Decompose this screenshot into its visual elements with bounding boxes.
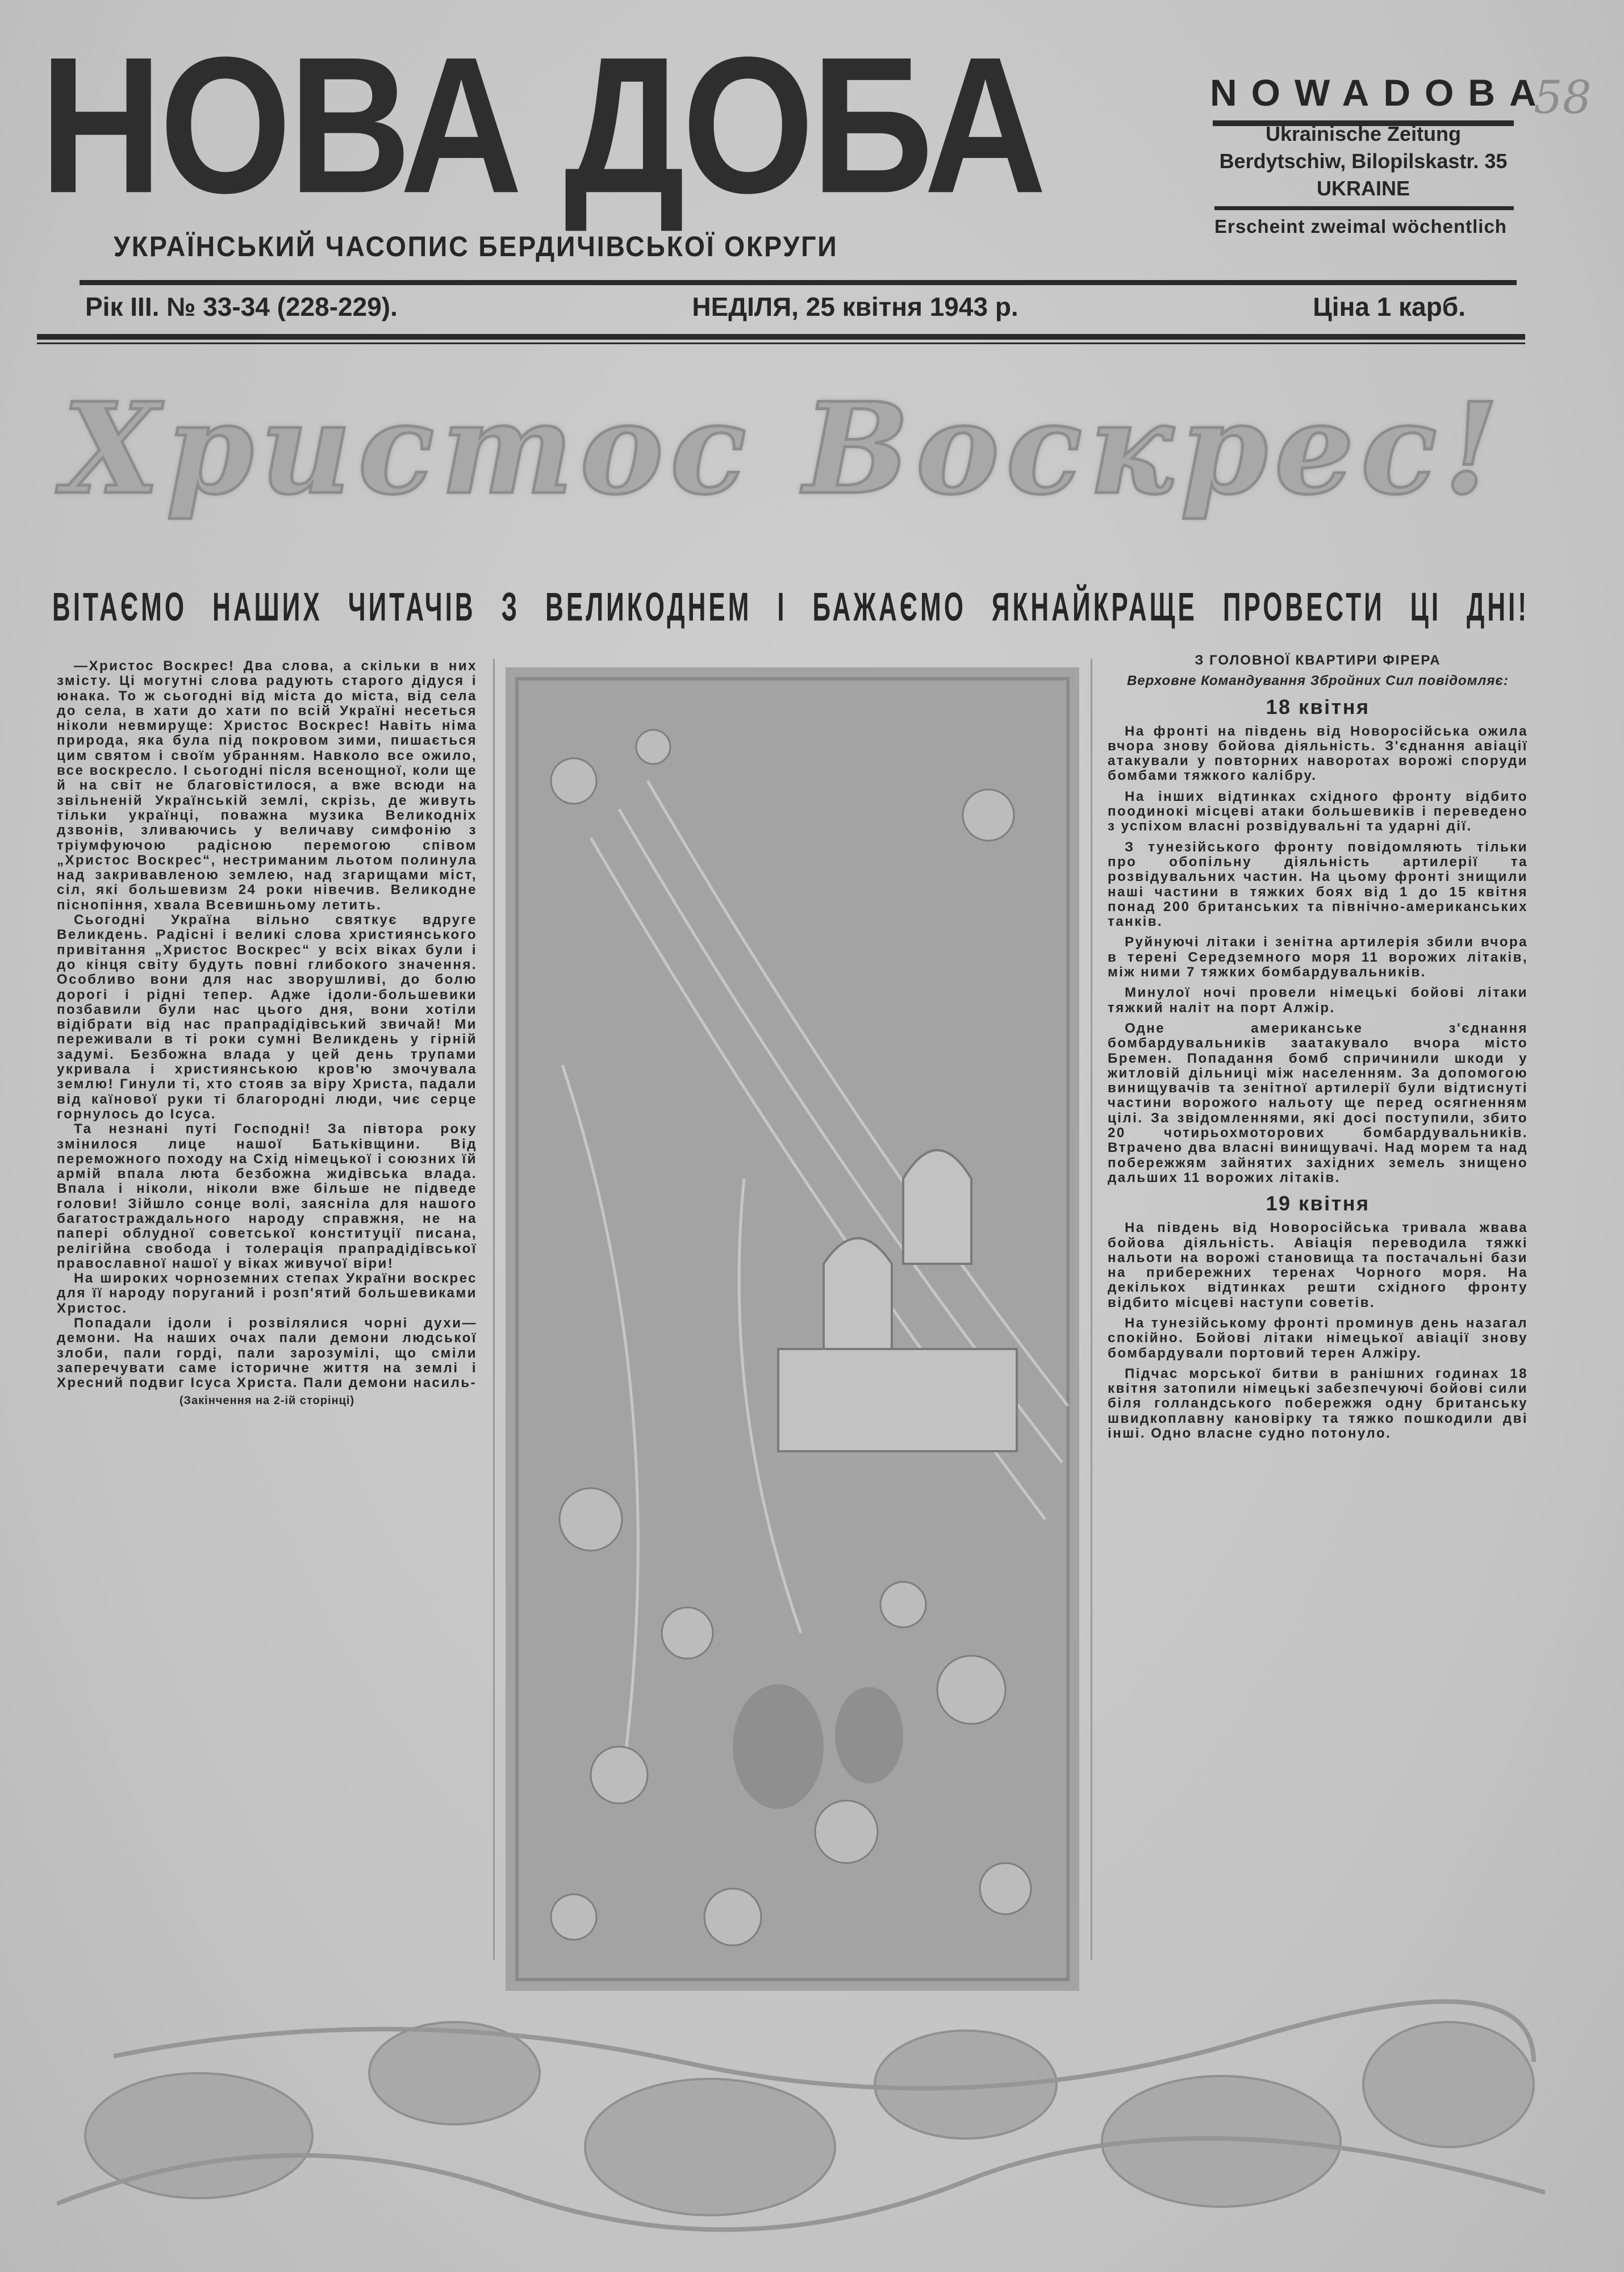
report-paragraph: На південь від Новоросійська тривала жвава бойова діяльність. Авіація переводила тяжкі нальоти на ворожі становища та постачальні бази на прибережних теренах Чорного моря. На декількох відтинках решти східного фронту відбито місцеві наступи советів. [1108,1220,1528,1310]
report-paragraph: На інших відтинках східного фронту відбито поодинокі місцеві атаки большевиків і переведено з успіхом власні розвідувальні та ударні дії. [1108,788,1528,834]
report-paragraph: Одне американське з'єднання бомбардувальників заатакувало вчора місто Бремен. Попадання бомб спричинили шкоди у житловій дільниці між населенням. За допомогою винищувачів та зенітної артилерії були відтиснуті частини ворожого нальоту ще перед осягненням цілі. За звідомленнями, які досі поступили, збито 20 чотирьохмоторових бомбардувальників. Втрачено два власні винищувачі. Над морем та над побережжям зайнятих західних земель знищено дальших 11 ворожих літаків. [1108,1020,1528,1185]
report-paragraph: На тунезійському фронті проминув день назагал спокійно. Бойові літаки німецької авіації знову бомбардували портовий терен Алжіру. [1108,1315,1528,1361]
german-line-address: Berdytschiw, Bilopilskastr. 35 [1219,149,1508,173]
easter-illustration [506,667,1079,1991]
article-paragraph: Попадали ідоли і розвілялися чорні духи—демони. На наших очах пали демони людської злоби, пали горді, пали зарозумілі, що сміли заперечувати саме історичне життя на землі і Хресний подвиг Ісуса Христа. Пали демони насиль- [57,1315,477,1391]
headline: ВІТАЄМО НАШИХ ЧИТАЧІВ З ВЕЛИКОДНЕМ І БАЖАЄМО ЯКНАЙКРАЩЕ ПРОВЕСТИ ЦІ ДНІ! [52,585,1529,630]
masthead-title: НОВА ДОБА [40,16,1044,234]
report-intro: Верховне Командування Збройних Сил повідомляє: [1126,673,1509,689]
report-paragraph: Підчас морської битви в ранішних годинах 18 квітня затопили німецькі забезпечуючі бойові сили біля голландського побережжя одну британську швидкоплавну кановірку та тяжко пошкодили дві інші. Одно власне судно потонуло. [1108,1365,1528,1442]
german-line-newspaper: Ukrainische Zeitung [1265,122,1462,145]
masthead-subtitle: УКРАЇНСЬКИЙ ЧАСОПИС БЕРДИЧІВСЬКОЇ ОКРУГИ [114,231,838,262]
report-paragraph: На фронті на південь від Новоросійська ожила вчора знову бойова діяльність. З'єднання авіації атакували у повторних наворотах ворожі споруди бомбами тяжкого калібру. [1108,723,1528,784]
issue-price: Ціна 1 карб. [1313,292,1466,321]
german-box-rule-bottom [1214,206,1514,210]
military-report [1108,653,1528,1447]
dateline-rule-top [80,280,1517,285]
column-divider [493,659,495,1960]
report-paragraph: Минулої ночі провели німецькі бойові літаки тяжкий наліт на порт Алжір. [1108,985,1528,1016]
german-line-country: UKRAINE [1316,177,1410,200]
article-paragraph: Та незнані путі Господні! За півтора року змінилося лице нашої Батьківщини. Від переможного походу на Схід німецької і союзних їй армій впала люта безбожна жидівська влада. Впала і ніколи, ніколи вже більше не підведе голови! Зійшло сонце волі, заясніла для нашого багатостраждального народу справжня, не на папері облудної советської конституції писана, релігійна свобода і толерація прапрадідівської православної нашої у віках живучої віри! [57,1121,477,1271]
report-date: 18 квітня [1266,695,1370,719]
dateline-rule-bottom [37,334,1525,340]
issue-date: НЕДІЛЯ, 25 квітня 1943 р. [692,292,1018,321]
german-line-frequency: Erscheint zweimal wöchentlich [1214,216,1507,237]
continuation-note: (Закінчення на 2-ій сторінці) [179,1394,355,1407]
article-paragraph: —Христос Воскрес! Два слова, а скільки в них змісту. Ці могутні слова радують старого дідуся і юнака. То ж сьогодні від міста до міста, від села до села, в хати до хати по всій Україні несеться ніколи невмируще: Христос Воскрес! Навіть німа природа, яка була під покровом зими, пишається цим святом і своїм убранням. Навколо все ожило, все воскресло. І сьогодні після всенощної, коли ще й на світ не благовістилося, а вже всюди на звільненій Українській землі, скрізь, де живуть тільки українці, поважна музика Великодніх дзвонів, зливаючись у величаву симфонію з тріумфуючою радісною перемогою співом „Христос Воскрес“, нестриманим льотом полинула над закривавленою землею, над згарищами міст, сіл, які большевизм 24 роки нівечив. Великодне піснопіння, хвала Всевишньому летить. [57,658,477,913]
report-paragraph: З тунезійського фронту повідомляють тільки про обопільну діяльність артилерії та розвідувальних частин. На цьому фронті знищили наші частини в тяжких боях від 1 до 15 квітня понад 200 британських та північно-американських танків. [1108,839,1528,930]
dateline [85,291,1466,322]
decorative-easter-greeting: Христос Воскрес! [62,375,1506,522]
report-paragraph: Руйнуючі літаки і зенітна артилерія збили вчора в терені Середземного моря 11 ворожих літаків, між ними 7 тяжких бомбардувальників. [1108,934,1528,980]
easter-article [57,659,477,1408]
report-kicker: З ГОЛОВНОЇ КВАРТИРИ ФІРЕРА [1195,653,1441,668]
article-paragraph: На широких чорноземних степах України воскрес для її народу поруганий і розп'ятий большевиками Христос. [57,1271,477,1316]
ornament-flowers [85,2022,1534,2215]
article-paragraph: Сьогодні Україна вільно святкує вдруге Великдень. Радісні і великі слова християнського привітання „Христос Воскрес“ у всіх віках були і до кінця світу будуть повні глибокого значення. Особливо вони для нас зворушливі, до болю дорогі і рідні тепер. Адже ідоли-большевики позбавили були нас цього дня, вони хотіли відібрати від нас прапрадідівський звичай! Ми переживали в ті роки сумні Великдень у гірній задумі. Безбожна влада у цей день трупами укривала і християнською кров'ю змочувала землю! Гинули ті, хто стояв за віру Христа, падали від каїнової руки ті благородні люди, чиє серце горнулось до Ісуса. [57,912,477,1122]
column-divider [1091,659,1092,1960]
bottom-floral-ornament [57,1971,1545,2244]
report-date: 19 квітня [1266,1192,1370,1216]
issue-number: Рік III. № 33-34 (228-229). [85,292,398,321]
dateline-rule-thin [37,343,1525,344]
german-masthead-title: NOWADOBA [1210,72,1551,114]
handwritten-number: 58 [1534,71,1592,124]
